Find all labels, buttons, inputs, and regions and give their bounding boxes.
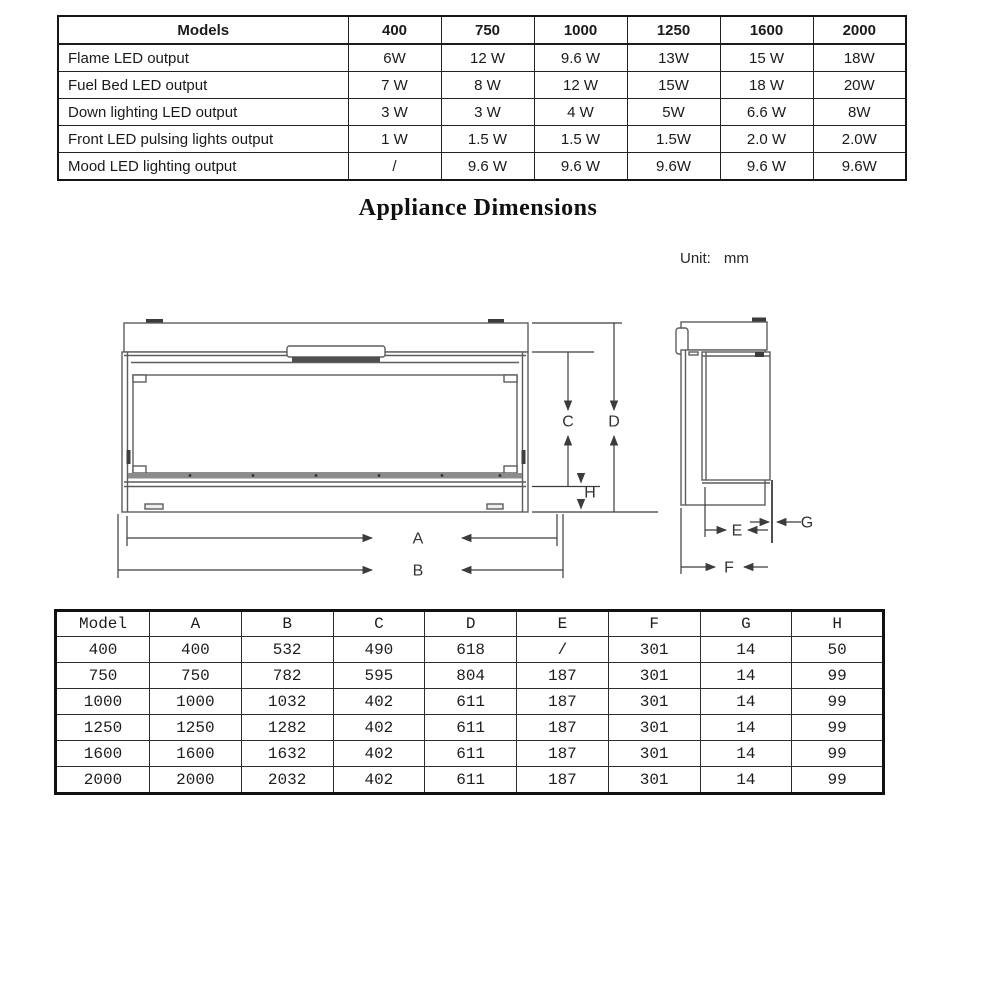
power-header-row bbox=[58, 16, 906, 44]
dims-model-cell: 2000 bbox=[56, 767, 150, 794]
unit-label: Unit: bbox=[680, 250, 711, 267]
power-value-cell: 8W bbox=[813, 99, 906, 126]
dims-value-cell: 782 bbox=[241, 663, 333, 689]
power-column-header: Models bbox=[58, 16, 348, 44]
power-row-label: Flame LED output bbox=[58, 44, 348, 72]
dims-value-cell: 187 bbox=[517, 663, 609, 689]
front-handle-shadow bbox=[292, 357, 380, 362]
front-side-notch-right bbox=[522, 450, 526, 464]
dimensions-table-header bbox=[56, 611, 884, 637]
dims-table-row bbox=[56, 741, 884, 767]
power-row-label: Fuel Bed LED output bbox=[58, 72, 348, 99]
led-output-table bbox=[57, 15, 907, 181]
dimensions-table bbox=[54, 609, 885, 795]
front-corner-bracket bbox=[133, 466, 146, 473]
dims-column-header: B bbox=[241, 611, 333, 637]
dims-value-cell: 804 bbox=[425, 663, 517, 689]
dims-value-cell: 301 bbox=[608, 637, 700, 663]
power-value-cell: 12 W bbox=[534, 72, 627, 99]
dim-label-d: D bbox=[608, 413, 620, 431]
dim-label-h: H bbox=[584, 484, 596, 502]
dims-value-cell: 301 bbox=[608, 767, 700, 794]
front-bottom-tab-right bbox=[487, 504, 503, 509]
dims-value-cell: 1600 bbox=[150, 741, 242, 767]
dims-value-cell: 1282 bbox=[241, 715, 333, 741]
dims-value-cell: 1250 bbox=[150, 715, 242, 741]
dims-value-cell: 402 bbox=[333, 767, 425, 794]
dims-value-cell: 301 bbox=[608, 663, 700, 689]
dims-model-cell: 750 bbox=[56, 663, 150, 689]
front-opening bbox=[133, 375, 517, 473]
front-corner-bracket bbox=[133, 375, 146, 382]
power-value-cell: 6.6 W bbox=[720, 99, 813, 126]
unit-note bbox=[680, 250, 749, 267]
power-value-cell: 3 W bbox=[348, 99, 441, 126]
dims-value-cell: 402 bbox=[333, 689, 425, 715]
led-output-table-header bbox=[58, 16, 906, 44]
power-value-cell: 9.6 W bbox=[534, 44, 627, 72]
dims-value-cell: 2032 bbox=[241, 767, 333, 794]
dims-value-cell: 187 bbox=[517, 741, 609, 767]
dims-column-header: E bbox=[517, 611, 609, 637]
dims-value-cell: 611 bbox=[425, 767, 517, 794]
power-value-cell: 9.6 W bbox=[720, 153, 813, 181]
dims-value-cell: 595 bbox=[333, 663, 425, 689]
dims-column-header: D bbox=[425, 611, 517, 637]
dims-value-cell: 402 bbox=[333, 715, 425, 741]
power-value-cell: 9.6 W bbox=[441, 153, 534, 181]
power-value-cell: 8 W bbox=[441, 72, 534, 99]
power-value-cell: 15 W bbox=[720, 44, 813, 72]
dims-value-cell: 99 bbox=[792, 767, 884, 794]
power-value-cell: 4 W bbox=[534, 99, 627, 126]
dims-value-cell: 1032 bbox=[241, 689, 333, 715]
dims-value-cell: 187 bbox=[517, 715, 609, 741]
dim-label-g: G bbox=[800, 514, 814, 532]
side-inner-box bbox=[702, 352, 770, 480]
power-value-cell: 18W bbox=[813, 44, 906, 72]
power-table-row bbox=[58, 126, 906, 153]
dims-value-cell: / bbox=[517, 637, 609, 663]
dims-value-cell: 1632 bbox=[241, 741, 333, 767]
power-column-header: 1600 bbox=[720, 16, 813, 44]
power-value-cell: 6W bbox=[348, 44, 441, 72]
power-value-cell: 5W bbox=[627, 99, 720, 126]
dims-value-cell: 14 bbox=[700, 741, 792, 767]
power-table-row bbox=[58, 72, 906, 99]
front-handle bbox=[287, 346, 385, 357]
dims-column-header: G bbox=[700, 611, 792, 637]
dims-value-cell: 14 bbox=[700, 715, 792, 741]
dims-table-row bbox=[56, 767, 884, 794]
power-column-header: 2000 bbox=[813, 16, 906, 44]
dims-model-cell: 1000 bbox=[56, 689, 150, 715]
dims-value-cell: 187 bbox=[517, 767, 609, 794]
front-fuelbed-strip bbox=[128, 473, 522, 479]
power-column-header: 1250 bbox=[627, 16, 720, 44]
dims-table-row bbox=[56, 689, 884, 715]
dims-column-header: Model bbox=[56, 611, 150, 637]
dims-value-cell: 490 bbox=[333, 637, 425, 663]
front-view-drawing bbox=[122, 319, 528, 512]
power-value-cell: 1 W bbox=[348, 126, 441, 153]
front-corner-bracket bbox=[504, 375, 517, 382]
dims-column-header: A bbox=[150, 611, 242, 637]
dims-value-cell: 99 bbox=[792, 741, 884, 767]
dims-model-cell: 1250 bbox=[56, 715, 150, 741]
dims-value-cell: 611 bbox=[425, 689, 517, 715]
power-value-cell: 2.0 W bbox=[720, 126, 813, 153]
led-output-table-body bbox=[58, 44, 906, 180]
power-column-header: 1000 bbox=[534, 16, 627, 44]
dims-table-row bbox=[56, 663, 884, 689]
power-value-cell: 9.6 W bbox=[534, 153, 627, 181]
dims-column-header: C bbox=[333, 611, 425, 637]
power-value-cell: 1.5 W bbox=[534, 126, 627, 153]
power-value-cell: 1.5 W bbox=[441, 126, 534, 153]
dims-value-cell: 611 bbox=[425, 715, 517, 741]
dims-value-cell: 187 bbox=[517, 689, 609, 715]
front-corner-bracket bbox=[504, 466, 517, 473]
power-value-cell: 13W bbox=[627, 44, 720, 72]
dims-model-cell: 1600 bbox=[56, 741, 150, 767]
dims-value-cell: 618 bbox=[425, 637, 517, 663]
front-side-notch-left bbox=[127, 450, 131, 464]
power-value-cell: 2.0W bbox=[813, 126, 906, 153]
dim-label-a: A bbox=[412, 530, 424, 548]
dims-value-cell: 750 bbox=[150, 663, 242, 689]
power-table-row bbox=[58, 153, 906, 181]
power-value-cell: 7 W bbox=[348, 72, 441, 99]
power-column-header: 750 bbox=[441, 16, 534, 44]
power-row-label: Mood LED lighting output bbox=[58, 153, 348, 181]
dims-table-row bbox=[56, 637, 884, 663]
power-value-cell: 9.6W bbox=[813, 153, 906, 181]
power-value-cell: 12 W bbox=[441, 44, 534, 72]
dims-header-row bbox=[56, 611, 884, 637]
front-bottom-tab-left bbox=[145, 504, 163, 509]
dims-value-cell: 301 bbox=[608, 689, 700, 715]
power-column-header: 400 bbox=[348, 16, 441, 44]
power-value-cell: 18 W bbox=[720, 72, 813, 99]
dims-column-header: H bbox=[792, 611, 884, 637]
dims-value-cell: 14 bbox=[700, 637, 792, 663]
dims-value-cell: 14 bbox=[700, 767, 792, 794]
dimensions-table-body bbox=[56, 637, 884, 794]
dims-value-cell: 99 bbox=[792, 663, 884, 689]
unit-value: mm bbox=[723, 250, 749, 267]
dims-table-row bbox=[56, 715, 884, 741]
dims-value-cell: 301 bbox=[608, 741, 700, 767]
dim-label-e: E bbox=[731, 522, 743, 540]
dims-value-cell: 14 bbox=[700, 663, 792, 689]
dim-label-f: F bbox=[724, 559, 734, 577]
dims-value-cell: 532 bbox=[241, 637, 333, 663]
dim-label-b: B bbox=[412, 562, 424, 580]
side-inner-mark bbox=[755, 352, 764, 357]
dims-value-cell: 14 bbox=[700, 689, 792, 715]
dims-value-cell: 99 bbox=[792, 689, 884, 715]
dims-value-cell: 402 bbox=[333, 741, 425, 767]
section-title: Appliance Dimensions bbox=[358, 195, 598, 221]
dims-model-cell: 400 bbox=[56, 637, 150, 663]
power-value-cell: 15W bbox=[627, 72, 720, 99]
side-view-drawing bbox=[676, 318, 770, 506]
dims-value-cell: 2000 bbox=[150, 767, 242, 794]
power-value-cell: 3 W bbox=[441, 99, 534, 126]
side-top-rail bbox=[681, 322, 767, 350]
power-value-cell: 1.5W bbox=[627, 126, 720, 153]
dim-label-c: C bbox=[562, 413, 574, 431]
power-table-row bbox=[58, 44, 906, 72]
dims-value-cell: 99 bbox=[792, 715, 884, 741]
dims-value-cell: 1000 bbox=[150, 689, 242, 715]
power-value-cell: 9.6W bbox=[627, 153, 720, 181]
dims-column-header: F bbox=[608, 611, 700, 637]
power-row-label: Front LED pulsing lights output bbox=[58, 126, 348, 153]
dims-value-cell: 400 bbox=[150, 637, 242, 663]
dims-value-cell: 611 bbox=[425, 741, 517, 767]
power-row-label: Down lighting LED output bbox=[58, 99, 348, 126]
power-value-cell: 20W bbox=[813, 72, 906, 99]
power-value-cell: / bbox=[348, 153, 441, 181]
dims-value-cell: 50 bbox=[792, 637, 884, 663]
power-table-row bbox=[58, 99, 906, 126]
dims-value-cell: 301 bbox=[608, 715, 700, 741]
dimension-diagram bbox=[0, 290, 1000, 600]
